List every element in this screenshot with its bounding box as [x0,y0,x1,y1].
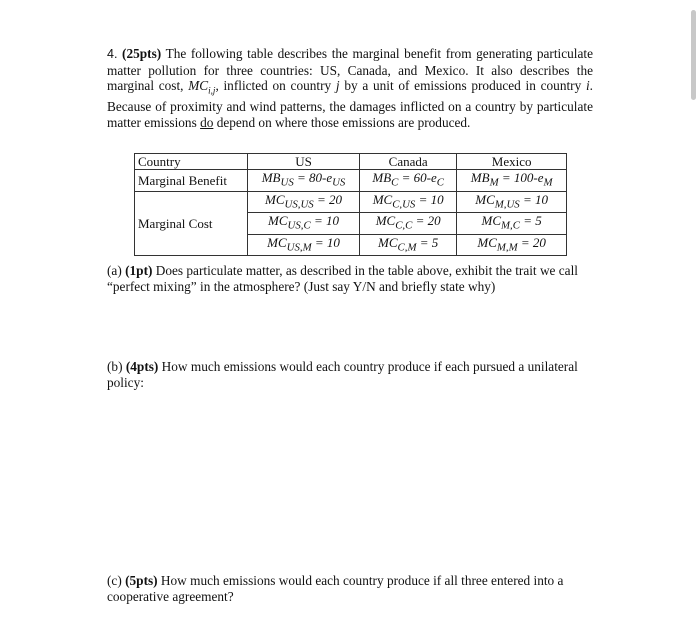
table-header-row [135,154,567,170]
table-row-marginal-benefit [135,170,567,192]
mc-us-us: $MC_{US,US} = 20$ [248,191,360,213]
row-label-mc: Marginal Cost [135,213,248,235]
mc-c-c: $MC_{C,C} = 20$ [360,213,457,235]
emissions-table [134,153,567,256]
part-c: (c) (5pts) How much emissions would each country produce if all three entered into a cooperative agreement? [107,573,564,604]
mc-m-us: $MC_{M,US} = 10$ [457,191,567,213]
part-b: (b) (4pts) How much emissions would each country produce if each pursued a unilateral policy: [107,359,578,390]
mb-mexico: $MB_M = 100-e_M$ [457,170,567,192]
header-mexico: Mexico [457,154,567,170]
mc-c-us: $MC_{C,US} = 10$ [360,191,457,213]
table-row-mc-2 [135,213,567,235]
mc-m-c: $MC_{M,C} = 5$ [457,213,567,235]
question-intro: 4. (25pts) The following table describes the marginal benefit from generating particulate matter pollution for three countries: US, Canada, and Mexico. It also describes the marginal cost, $MC_{i,j}$, inflicted on country j by a unit of emissions produced in country i. Because of proximity and wind patterns, the damages inflicted on a country by particulate matter emissions do depend on where those emissions are produced. [107,46,593,130]
mb-canada: $MB_C = 60-e_C$ [360,170,457,192]
mc-c-m: $MC_{C,M} = 5$ [360,234,457,256]
mb-us: $MB_{US} = 80-e_{US}$ [248,170,360,192]
table-row-mc-3 [135,234,567,256]
header-country: Country [135,154,248,170]
question-points: (25pts) [122,46,162,61]
mc-m-m: $MC_{M,M} = 20$ [457,234,567,256]
mc-us-m: $MC_{US,M} = 10$ [248,234,360,256]
row-label-mb: Marginal Benefit [135,170,248,192]
question-number: 4. [107,47,118,61]
header-us: US [248,154,360,170]
mc-us-c: $MC_{US,C} = 10$ [248,213,360,235]
part-a: (a) (1pt) Does particulate matter, as described in the table above, exhibit the trait we call “perfect mixing” in the atmosphere? (Just say Y/N and briefly state why) [107,263,578,294]
header-canada: Canada [360,154,457,170]
table-row-mc-1 [135,191,567,213]
vertical-scrollbar[interactable] [691,10,696,100]
